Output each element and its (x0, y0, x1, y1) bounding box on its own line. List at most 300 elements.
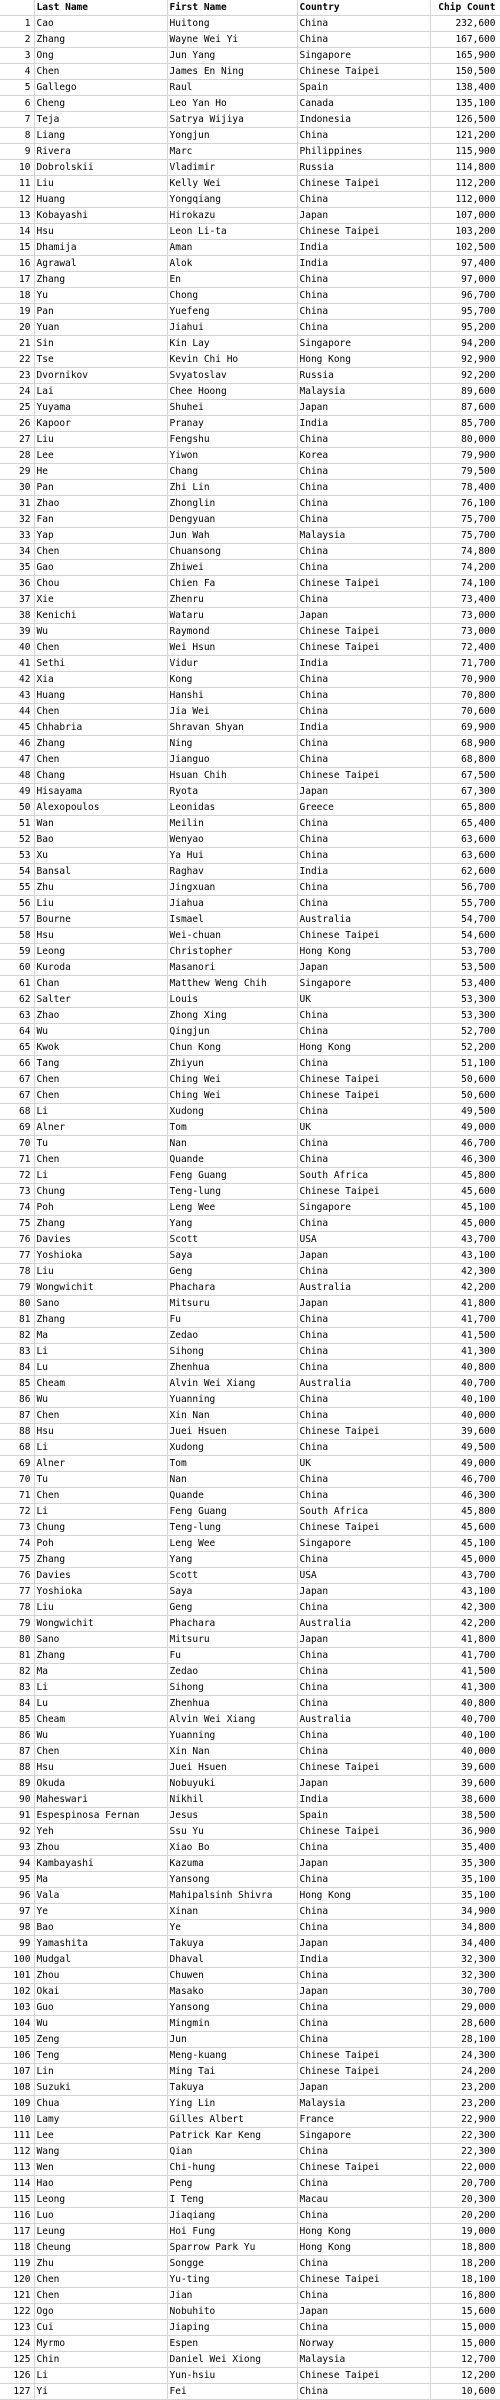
row-index-cell[interactable]: 27 (0, 432, 34, 448)
chip-count-cell[interactable]: 40,800 (430, 1360, 500, 1376)
first-name-cell[interactable]: Nobuhito (167, 2304, 297, 2320)
last-name-cell[interactable]: Cheung (34, 2240, 167, 2256)
country-cell[interactable]: Japan (297, 1856, 430, 1872)
table-row[interactable] (0, 880, 500, 896)
country-cell[interactable]: France (297, 2112, 430, 2128)
table-row[interactable] (0, 2304, 500, 2320)
table-row[interactable] (0, 1664, 500, 1680)
table-row[interactable] (0, 2016, 500, 2032)
last-name-cell[interactable]: Chen (34, 752, 167, 768)
chip-count-cell[interactable]: 92,900 (430, 352, 500, 368)
row-index-cell[interactable]: 38 (0, 608, 34, 624)
last-name-cell[interactable]: Lee (34, 448, 167, 464)
last-name-cell[interactable]: Hsu (34, 928, 167, 944)
table-row[interactable] (0, 528, 500, 544)
table-row[interactable] (0, 1072, 500, 1088)
country-cell[interactable]: China (297, 2256, 430, 2272)
chip-count-cell[interactable]: 49,500 (430, 1104, 500, 1120)
row-index-cell[interactable]: 87 (0, 1744, 34, 1760)
row-index-cell[interactable]: 45 (0, 720, 34, 736)
country-cell[interactable]: Chinese Taipei (297, 2160, 430, 2176)
last-name-cell[interactable]: Chan (34, 976, 167, 992)
first-name-cell[interactable]: Nobuyuki (167, 1776, 297, 1792)
table-row[interactable] (0, 944, 500, 960)
table-row[interactable] (0, 2080, 500, 2096)
country-cell[interactable]: China (297, 1056, 430, 1072)
first-name-cell[interactable]: Shuhei (167, 400, 297, 416)
row-index-cell[interactable]: 125 (0, 2352, 34, 2368)
table-row[interactable] (0, 976, 500, 992)
row-index-cell[interactable]: 40 (0, 640, 34, 656)
chip-count-cell[interactable]: 165,900 (430, 48, 500, 64)
first-name-cell[interactable]: Yuanning (167, 1728, 297, 1744)
country-cell[interactable]: China (297, 2288, 430, 2304)
table-row[interactable] (0, 240, 500, 256)
table-row[interactable] (0, 800, 500, 816)
table-row[interactable] (0, 2176, 500, 2192)
country-cell[interactable]: Norway (297, 2336, 430, 2352)
chip-count-cell[interactable]: 102,500 (430, 240, 500, 256)
chip-count-cell[interactable]: 35,100 (430, 1872, 500, 1888)
country-cell[interactable]: Chinese Taipei (297, 1760, 430, 1776)
chip-count-cell[interactable]: 12,200 (430, 2368, 500, 2384)
first-name-cell[interactable]: Quande (167, 1488, 297, 1504)
chip-count-cell[interactable]: 43,700 (430, 1568, 500, 1584)
first-name-cell[interactable]: Ye (167, 1920, 297, 1936)
row-index-cell[interactable]: 25 (0, 400, 34, 416)
last-name-cell[interactable]: Liu (34, 1600, 167, 1616)
country-cell[interactable]: Singapore (297, 1200, 430, 1216)
row-index-cell[interactable]: 82 (0, 1664, 34, 1680)
row-index-cell[interactable]: 108 (0, 2080, 34, 2096)
chip-count-cell[interactable]: 53,300 (430, 992, 500, 1008)
chip-count-cell[interactable]: 42,300 (430, 1264, 500, 1280)
row-index-cell[interactable]: 44 (0, 704, 34, 720)
last-name-cell[interactable]: Bao (34, 832, 167, 848)
chip-count-cell[interactable]: 68,900 (430, 736, 500, 752)
row-index-cell[interactable]: 75 (0, 1552, 34, 1568)
first-name-cell[interactable]: En (167, 272, 297, 288)
country-cell[interactable]: Japan (297, 2080, 430, 2096)
row-index-cell[interactable]: 7 (0, 112, 34, 128)
first-name-cell[interactable]: Meng-kuang (167, 2048, 297, 2064)
last-name-cell[interactable]: Wen (34, 2160, 167, 2176)
last-name-cell[interactable]: Lamy (34, 2112, 167, 2128)
country-cell[interactable]: Malaysia (297, 2096, 430, 2112)
country-cell[interactable]: China (297, 192, 430, 208)
row-index-cell[interactable]: 116 (0, 2208, 34, 2224)
chip-count-cell[interactable]: 53,300 (430, 1008, 500, 1024)
table-row[interactable] (0, 1024, 500, 1040)
row-index-cell[interactable]: 30 (0, 480, 34, 496)
chip-count-cell[interactable]: 23,200 (430, 2096, 500, 2112)
table-row[interactable] (0, 1008, 500, 1024)
row-index-cell[interactable]: 43 (0, 688, 34, 704)
table-row[interactable] (0, 1568, 500, 1584)
first-name-cell[interactable]: Xin Nan (167, 1744, 297, 1760)
table-row[interactable] (0, 2384, 500, 2400)
country-cell[interactable]: Hong Kong (297, 944, 430, 960)
last-name-cell[interactable]: Kwok (34, 1040, 167, 1056)
last-name-cell[interactable]: Tse (34, 352, 167, 368)
first-name-cell[interactable]: Ning (167, 736, 297, 752)
last-name-cell[interactable]: Zhou (34, 1968, 167, 1984)
chip-count-cell[interactable]: 167,600 (430, 32, 500, 48)
table-row[interactable] (0, 768, 500, 784)
first-name-cell[interactable]: Jun Wah (167, 528, 297, 544)
chip-count-cell[interactable]: 56,700 (430, 880, 500, 896)
row-index-cell[interactable]: 50 (0, 800, 34, 816)
row-index-cell[interactable]: 9 (0, 144, 34, 160)
row-index-cell[interactable]: 118 (0, 2240, 34, 2256)
table-row[interactable] (0, 1376, 500, 1392)
chip-count-cell[interactable]: 78,400 (430, 480, 500, 496)
last-name-cell[interactable]: Bao (34, 1920, 167, 1936)
table-row[interactable] (0, 896, 500, 912)
row-index-cell[interactable]: 71 (0, 1488, 34, 1504)
chip-count-cell[interactable]: 35,300 (430, 1856, 500, 1872)
last-name-cell[interactable]: Chen (34, 2288, 167, 2304)
country-cell[interactable]: South Africa (297, 1168, 430, 1184)
first-name-cell[interactable]: Jia Wei (167, 704, 297, 720)
country-cell[interactable]: Chinese Taipei (297, 1424, 430, 1440)
table-row[interactable] (0, 2160, 500, 2176)
row-index-cell[interactable]: 53 (0, 848, 34, 864)
row-index-cell[interactable]: 36 (0, 576, 34, 592)
row-index-cell[interactable]: 28 (0, 448, 34, 464)
last-name-cell[interactable]: Okuda (34, 1776, 167, 1792)
last-name-cell[interactable]: Wu (34, 1392, 167, 1408)
row-index-cell[interactable]: 102 (0, 1984, 34, 2000)
row-index-cell[interactable]: 104 (0, 2016, 34, 2032)
last-name-cell[interactable]: Ong (34, 48, 167, 64)
row-index-cell[interactable]: 21 (0, 336, 34, 352)
row-index-cell[interactable]: 107 (0, 2064, 34, 2080)
last-name-cell[interactable]: Alner (34, 1120, 167, 1136)
first-name-cell[interactable]: Xudong (167, 1440, 297, 1456)
last-name-cell[interactable]: Lee (34, 2128, 167, 2144)
country-cell[interactable]: China (297, 2144, 430, 2160)
country-cell[interactable]: India (297, 656, 430, 672)
row-index-cell[interactable]: 109 (0, 2096, 34, 2112)
last-name-cell[interactable]: Mudgal (34, 1952, 167, 1968)
table-row[interactable] (0, 48, 500, 64)
row-index-cell[interactable]: 80 (0, 1296, 34, 1312)
last-name-cell[interactable]: Ogo (34, 2304, 167, 2320)
chip-count-cell[interactable]: 92,200 (430, 368, 500, 384)
last-name-cell[interactable]: Zhang (34, 1648, 167, 1664)
last-name-cell[interactable]: Sano (34, 1632, 167, 1648)
first-name-cell[interactable]: Peng (167, 2176, 297, 2192)
chip-count-cell[interactable]: 42,300 (430, 1600, 500, 1616)
country-cell[interactable]: Singapore (297, 336, 430, 352)
country-cell[interactable]: China (297, 1360, 430, 1376)
table-row[interactable] (0, 1920, 500, 1936)
chip-count-cell[interactable]: 20,300 (430, 2192, 500, 2208)
chip-count-cell[interactable]: 51,100 (430, 1056, 500, 1072)
row-index-cell[interactable]: 87 (0, 1408, 34, 1424)
table-row[interactable] (0, 1312, 500, 1328)
table-row[interactable] (0, 1424, 500, 1440)
last-name-cell[interactable]: Li (34, 2368, 167, 2384)
last-name-cell[interactable]: Yeh (34, 1824, 167, 1840)
row-index-cell[interactable]: 66 (0, 1056, 34, 1072)
first-name-cell[interactable]: Fei (167, 2384, 297, 2400)
first-name-cell[interactable]: Saya (167, 1584, 297, 1600)
country-cell[interactable]: Chinese Taipei (297, 64, 430, 80)
country-cell[interactable]: China (297, 2320, 430, 2336)
first-name-cell[interactable]: Leo Yan Ho (167, 96, 297, 112)
country-cell[interactable]: Japan (297, 1584, 430, 1600)
row-index-cell[interactable]: 85 (0, 1712, 34, 1728)
last-name-cell[interactable]: Zhang (34, 272, 167, 288)
country-cell[interactable]: China (297, 736, 430, 752)
row-index-cell[interactable]: 86 (0, 1728, 34, 1744)
row-index-cell[interactable]: 15 (0, 240, 34, 256)
country-cell[interactable]: Hong Kong (297, 2224, 430, 2240)
first-name-cell[interactable]: I Teng (167, 2192, 297, 2208)
last-name-cell[interactable]: Li (34, 1680, 167, 1696)
row-index-cell[interactable]: 63 (0, 1008, 34, 1024)
country-cell[interactable]: Spain (297, 80, 430, 96)
chip-count-cell[interactable]: 15,000 (430, 2320, 500, 2336)
country-cell[interactable]: China (297, 464, 430, 480)
country-cell[interactable]: Malaysia (297, 528, 430, 544)
table-row[interactable] (0, 1792, 500, 1808)
first-name-cell[interactable]: Ming Tai (167, 2064, 297, 2080)
row-index-cell[interactable]: 57 (0, 912, 34, 928)
chip-count-cell[interactable]: 121,200 (430, 128, 500, 144)
country-cell[interactable]: Malaysia (297, 384, 430, 400)
country-cell[interactable]: China (297, 1312, 430, 1328)
row-index-cell[interactable]: 1 (0, 16, 34, 32)
table-row[interactable] (0, 864, 500, 880)
chip-count-cell[interactable]: 53,500 (430, 960, 500, 976)
last-name-cell[interactable]: Zhao (34, 496, 167, 512)
last-name-cell[interactable]: Fan (34, 512, 167, 528)
first-name-cell[interactable]: Chi-hung (167, 2160, 297, 2176)
first-name-cell[interactable]: Tom (167, 1120, 297, 1136)
chip-count-cell[interactable]: 76,100 (430, 496, 500, 512)
chip-count-cell[interactable]: 40,100 (430, 1728, 500, 1744)
row-index-cell[interactable]: 79 (0, 1616, 34, 1632)
last-name-cell[interactable]: Wongwichit (34, 1616, 167, 1632)
country-cell[interactable]: China (297, 1664, 430, 1680)
header-last-name[interactable]: Last Name (34, 0, 167, 16)
table-row[interactable] (0, 1344, 500, 1360)
table-row[interactable] (0, 1248, 500, 1264)
chip-count-cell[interactable]: 74,100 (430, 576, 500, 592)
country-cell[interactable]: China (297, 1744, 430, 1760)
first-name-cell[interactable]: Zhenhua (167, 1696, 297, 1712)
country-cell[interactable]: Chinese Taipei (297, 1088, 430, 1104)
row-index-cell[interactable]: 51 (0, 816, 34, 832)
country-cell[interactable]: China (297, 512, 430, 528)
row-index-cell[interactable]: 100 (0, 1952, 34, 1968)
first-name-cell[interactable]: Leng Wee (167, 1200, 297, 1216)
first-name-cell[interactable]: Alvin Wei Xiang (167, 1376, 297, 1392)
first-name-cell[interactable]: Kevin Chi Ho (167, 352, 297, 368)
last-name-cell[interactable]: Li (34, 1440, 167, 1456)
row-index-cell[interactable]: 88 (0, 1760, 34, 1776)
first-name-cell[interactable]: Zhenhua (167, 1360, 297, 1376)
first-name-cell[interactable]: Jiahui (167, 320, 297, 336)
first-name-cell[interactable]: Aman (167, 240, 297, 256)
chip-count-cell[interactable]: 103,200 (430, 224, 500, 240)
last-name-cell[interactable]: Lu (34, 1696, 167, 1712)
last-name-cell[interactable]: Yi (34, 2384, 167, 2400)
first-name-cell[interactable]: Sihong (167, 1344, 297, 1360)
chip-count-cell[interactable]: 87,600 (430, 400, 500, 416)
first-name-cell[interactable]: Dengyuan (167, 512, 297, 528)
table-row[interactable] (0, 1616, 500, 1632)
country-cell[interactable]: China (297, 1136, 430, 1152)
table-row[interactable] (0, 2288, 500, 2304)
table-row[interactable] (0, 1696, 500, 1712)
table-row[interactable] (0, 544, 500, 560)
row-index-cell[interactable]: 55 (0, 880, 34, 896)
last-name-cell[interactable]: Chen (34, 704, 167, 720)
first-name-cell[interactable]: Leng Wee (167, 1536, 297, 1552)
country-cell[interactable]: China (297, 1152, 430, 1168)
last-name-cell[interactable]: Wu (34, 1024, 167, 1040)
row-index-cell[interactable]: 26 (0, 416, 34, 432)
row-index-cell[interactable]: 120 (0, 2272, 34, 2288)
chip-count-cell[interactable]: 114,800 (430, 160, 500, 176)
country-cell[interactable]: UK (297, 1120, 430, 1136)
country-cell[interactable]: Russia (297, 368, 430, 384)
first-name-cell[interactable]: Xinan (167, 1904, 297, 1920)
chip-count-cell[interactable]: 43,700 (430, 1232, 500, 1248)
last-name-cell[interactable]: Xie (34, 592, 167, 608)
first-name-cell[interactable]: Huitong (167, 16, 297, 32)
row-index-cell[interactable]: 84 (0, 1696, 34, 1712)
row-index-cell[interactable]: 121 (0, 2288, 34, 2304)
row-index-cell[interactable]: 123 (0, 2320, 34, 2336)
country-cell[interactable]: Singapore (297, 2128, 430, 2144)
chip-count-cell[interactable]: 45,800 (430, 1168, 500, 1184)
table-row[interactable] (0, 672, 500, 688)
country-cell[interactable]: China (297, 2032, 430, 2048)
table-row[interactable] (0, 1808, 500, 1824)
chip-count-cell[interactable]: 63,600 (430, 848, 500, 864)
country-cell[interactable]: India (297, 256, 430, 272)
row-index-cell[interactable]: 17 (0, 272, 34, 288)
chip-count-cell[interactable]: 10,600 (430, 2384, 500, 2400)
country-cell[interactable]: China (297, 480, 430, 496)
row-index-cell[interactable]: 4 (0, 64, 34, 80)
table-row[interactable] (0, 912, 500, 928)
country-cell[interactable]: India (297, 1952, 430, 1968)
first-name-cell[interactable]: Matthew Weng Chih (167, 976, 297, 992)
first-name-cell[interactable]: Zedao (167, 1328, 297, 1344)
last-name-cell[interactable]: Cheam (34, 1712, 167, 1728)
first-name-cell[interactable]: Nan (167, 1472, 297, 1488)
first-name-cell[interactable]: Satrya Wijiya (167, 112, 297, 128)
last-name-cell[interactable]: Ma (34, 1328, 167, 1344)
chip-count-cell[interactable]: 46,300 (430, 1488, 500, 1504)
country-cell[interactable]: China (297, 672, 430, 688)
country-cell[interactable]: Australia (297, 1712, 430, 1728)
row-index-cell[interactable]: 114 (0, 2176, 34, 2192)
country-cell[interactable]: China (297, 704, 430, 720)
chip-count-cell[interactable]: 40,700 (430, 1376, 500, 1392)
first-name-cell[interactable]: Yuanning (167, 1392, 297, 1408)
row-index-cell[interactable]: 67 (0, 1072, 34, 1088)
country-cell[interactable]: Singapore (297, 48, 430, 64)
chip-count-cell[interactable]: 18,100 (430, 2272, 500, 2288)
table-row[interactable] (0, 1520, 500, 1536)
row-index-cell[interactable]: 70 (0, 1136, 34, 1152)
table-row[interactable] (0, 96, 500, 112)
chip-count-cell[interactable]: 232,600 (430, 16, 500, 32)
first-name-cell[interactable]: Masako (167, 1984, 297, 2000)
table-row[interactable] (0, 2096, 500, 2112)
chip-count-cell[interactable]: 43,100 (430, 1584, 500, 1600)
table-row[interactable] (0, 1120, 500, 1136)
row-index-cell[interactable]: 24 (0, 384, 34, 400)
country-cell[interactable]: Japan (297, 784, 430, 800)
last-name-cell[interactable]: Yamashita (34, 1936, 167, 1952)
table-row[interactable] (0, 2032, 500, 2048)
first-name-cell[interactable]: Jian (167, 2288, 297, 2304)
chip-count-cell[interactable]: 94,200 (430, 336, 500, 352)
last-name-cell[interactable]: Agrawal (34, 256, 167, 272)
chip-count-cell[interactable]: 107,000 (430, 208, 500, 224)
row-index-cell[interactable]: 42 (0, 672, 34, 688)
row-index-cell[interactable]: 13 (0, 208, 34, 224)
table-row[interactable] (0, 416, 500, 432)
chip-count-cell[interactable]: 46,700 (430, 1472, 500, 1488)
table-row[interactable] (0, 1744, 500, 1760)
chip-count-cell[interactable]: 24,300 (430, 2048, 500, 2064)
table-row[interactable] (0, 1952, 500, 1968)
country-cell[interactable]: South Africa (297, 1504, 430, 1520)
last-name-cell[interactable]: Ye (34, 1904, 167, 1920)
country-cell[interactable]: Chinese Taipei (297, 768, 430, 784)
row-index-cell[interactable]: 106 (0, 2048, 34, 2064)
row-index-cell[interactable]: 64 (0, 1024, 34, 1040)
table-row[interactable] (0, 1408, 500, 1424)
table-row[interactable] (0, 336, 500, 352)
row-index-cell[interactable]: 115 (0, 2192, 34, 2208)
row-index-cell[interactable]: 39 (0, 624, 34, 640)
row-index-cell[interactable]: 19 (0, 304, 34, 320)
row-index-cell[interactable]: 54 (0, 864, 34, 880)
chip-count-cell[interactable]: 69,900 (430, 720, 500, 736)
last-name-cell[interactable]: Sano (34, 1296, 167, 1312)
first-name-cell[interactable]: Alvin Wei Xiang (167, 1712, 297, 1728)
last-name-cell[interactable]: Zeng (34, 2032, 167, 2048)
first-name-cell[interactable]: Raymond (167, 624, 297, 640)
country-cell[interactable]: China (297, 1488, 430, 1504)
country-cell[interactable]: India (297, 240, 430, 256)
table-row[interactable] (0, 2192, 500, 2208)
row-index-cell[interactable]: 46 (0, 736, 34, 752)
chip-count-cell[interactable]: 41,700 (430, 1648, 500, 1664)
last-name-cell[interactable]: Xia (34, 672, 167, 688)
last-name-cell[interactable]: Chua (34, 2096, 167, 2112)
last-name-cell[interactable]: Chung (34, 1520, 167, 1536)
table-row[interactable] (0, 832, 500, 848)
row-index-cell[interactable]: 97 (0, 1904, 34, 1920)
chip-count-cell[interactable]: 34,800 (430, 1920, 500, 1936)
chip-count-cell[interactable]: 54,600 (430, 928, 500, 944)
row-index-cell[interactable]: 89 (0, 1776, 34, 1792)
chip-count-cell[interactable]: 73,000 (430, 624, 500, 640)
last-name-cell[interactable]: Yap (34, 528, 167, 544)
row-index-cell[interactable]: 31 (0, 496, 34, 512)
